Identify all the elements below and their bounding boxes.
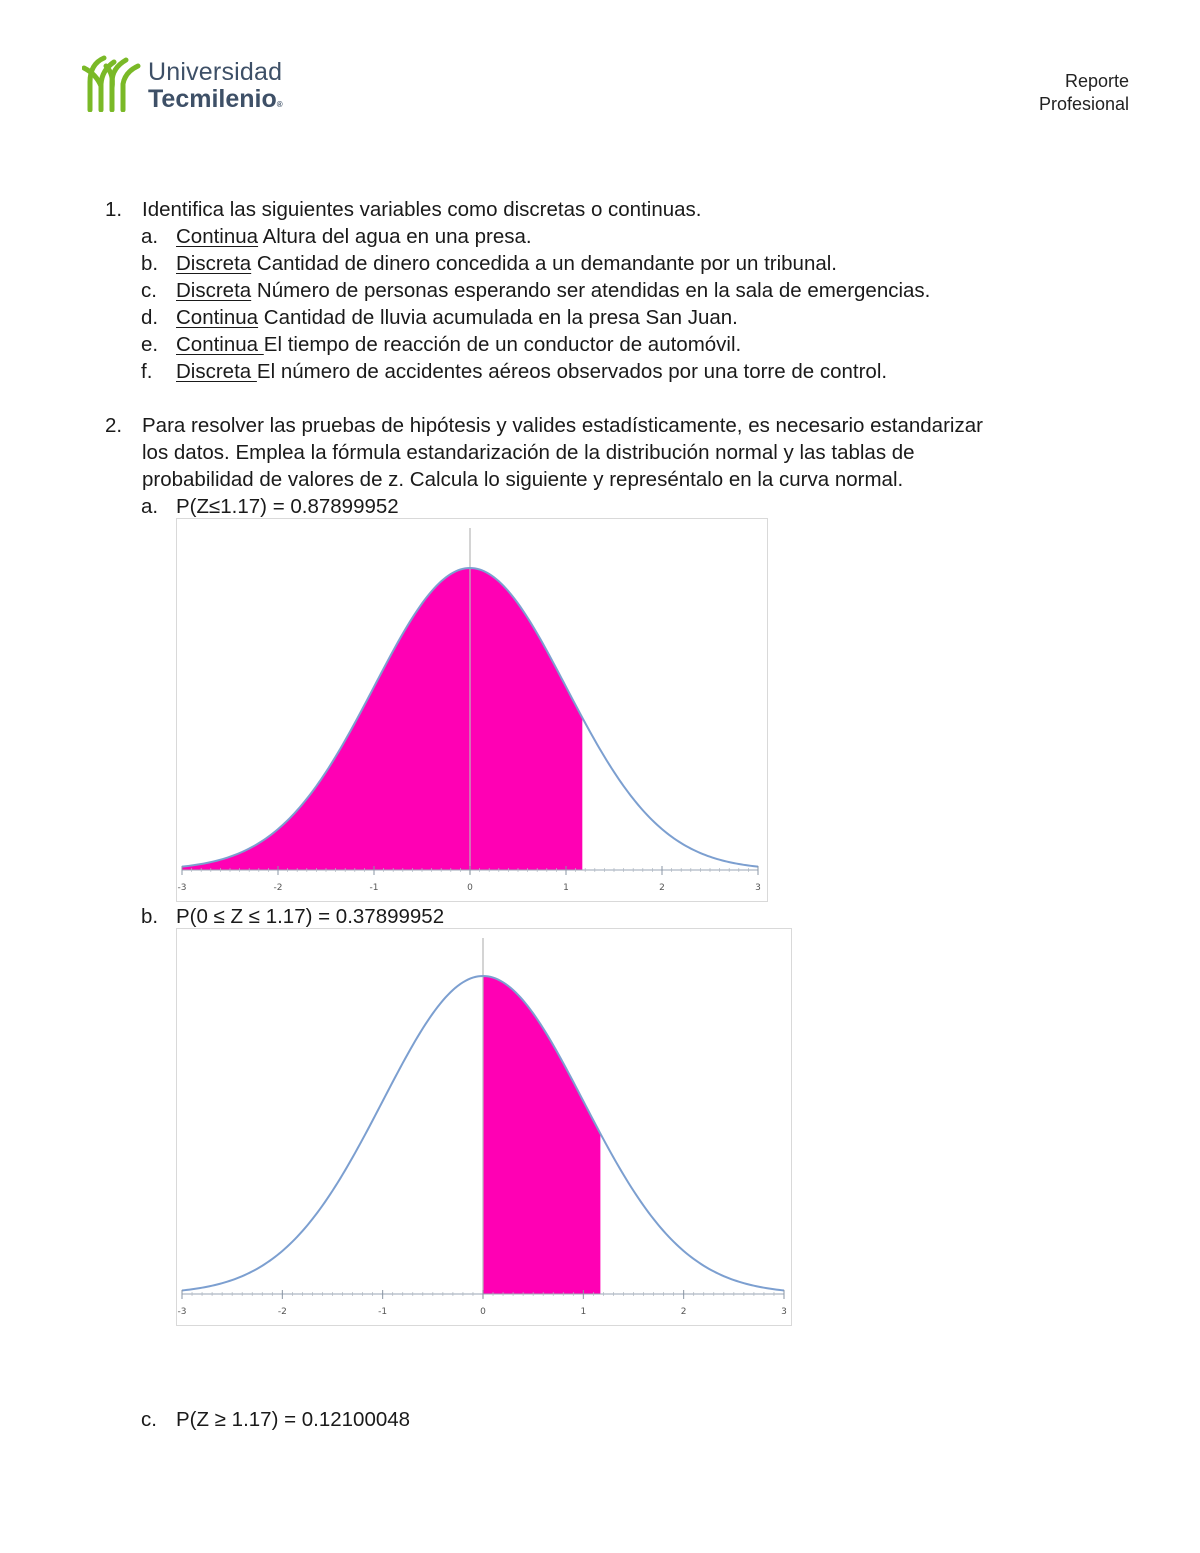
question-number: 1.	[105, 198, 123, 221]
answer: Continua	[176, 225, 259, 248]
question-number: 2.	[105, 414, 123, 437]
probability-text: P(Z≤1.17) = 0.87899952	[176, 495, 399, 518]
item-letter: d.	[141, 306, 159, 329]
tecmilenio-leaf-icon	[82, 54, 142, 112]
report-line2: Profesional	[1038, 94, 1129, 114]
item-letter: a.	[141, 225, 159, 248]
item-letter: b.	[141, 905, 159, 928]
item-letter: c.	[141, 279, 157, 302]
answer: Discreta	[176, 279, 252, 302]
x-tick-label: -2	[273, 883, 283, 893]
item-text: Cantidad de lluvia acumulada en la presa San Juan.	[258, 306, 738, 329]
x-tick-label: -3	[177, 883, 187, 893]
x-tick-label: -3	[177, 1307, 187, 1317]
logo-line2: Tecmilenio	[148, 85, 277, 113]
item-text: Cantidad de dinero concedida a un demandante por un tribunal.	[251, 252, 837, 275]
question-text-line: los datos. Emplea la fórmula estandarización de la distribución normal y las tablas de	[142, 441, 915, 464]
item-letter: c.	[141, 1408, 157, 1431]
item-text: Número de personas esperando ser atendidas en la sala de emergencias.	[251, 279, 931, 302]
item-letter: a.	[141, 495, 159, 518]
university-logo	[82, 54, 312, 116]
answer: Discreta	[176, 252, 252, 275]
x-tick-label: 2	[680, 1307, 687, 1317]
answer: Discreta	[176, 360, 257, 383]
logo-line1: Universidad	[148, 58, 283, 86]
item-text: El tiempo de reacción de un conductor de automóvil.	[263, 333, 742, 356]
item-letter: f.	[141, 360, 153, 383]
probability-text: P(0 ≤ Z ≤ 1.17) = 0.37899952	[176, 905, 445, 928]
item-text: El número de accidentes aéreos observados por una torre de control.	[256, 360, 888, 383]
x-tick-label: 1	[580, 1307, 587, 1317]
x-tick-label: 0	[467, 883, 473, 893]
x-tick-label: 3	[755, 883, 761, 893]
x-tick-label: 2	[659, 883, 665, 893]
x-tick-label: 3	[781, 1307, 787, 1317]
item-letter: e.	[141, 333, 159, 356]
x-tick-label: 0	[480, 1307, 486, 1317]
x-tick-label: 1	[563, 883, 569, 893]
chart-b-svg	[176, 928, 792, 1326]
question-text-line: Para resolver las pruebas de hipótesis y valides estadísticamente, es necesario estandarizar	[142, 414, 983, 437]
normal-curve-chart-a	[176, 518, 768, 902]
registered-mark: ®	[276, 100, 283, 109]
item-text: Altura del agua en una presa.	[258, 225, 532, 248]
x-tick-label: -1	[378, 1307, 388, 1317]
answer: Continua	[176, 333, 264, 356]
question-text: Identifica las siguientes variables como discretas o continuas.	[142, 198, 702, 221]
report-line1: Reporte	[1064, 71, 1129, 91]
probability-text: P(Z ≥ 1.17) = 0.12100048	[176, 1408, 411, 1431]
question-text-line: probabilidad de valores de z. Calcula lo siguiente y represéntalo en la curva normal.	[142, 468, 904, 491]
x-tick-label: -1	[369, 883, 379, 893]
normal-curve-chart-b	[176, 928, 792, 1326]
report-title	[1039, 70, 1129, 116]
chart-a-svg	[176, 518, 768, 902]
answer: Continua	[176, 306, 259, 329]
x-tick-label: -2	[277, 1307, 287, 1317]
item-letter: b.	[141, 252, 159, 275]
